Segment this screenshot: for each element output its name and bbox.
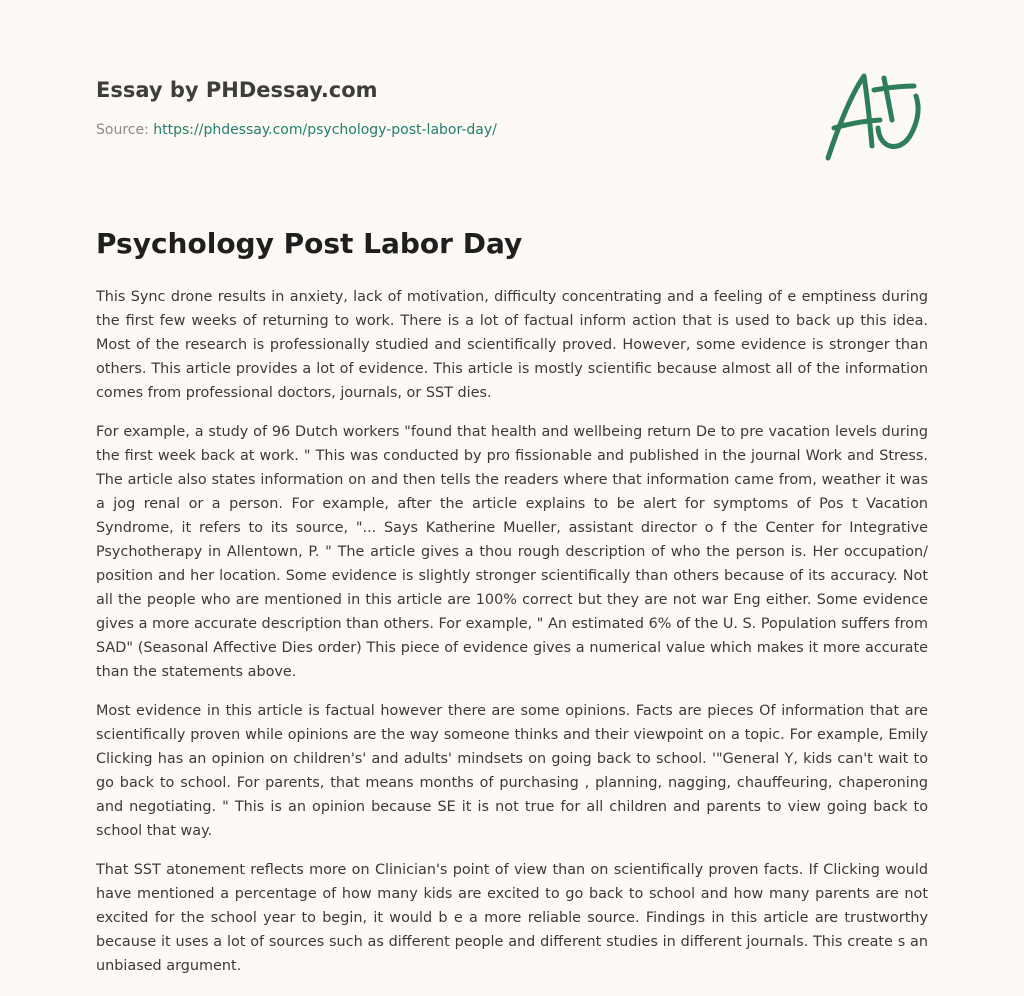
- page-header: [96, 76, 796, 140]
- a-plus-grade-icon: [820, 66, 930, 166]
- source-line: [96, 120, 796, 140]
- essay-paragraph: That SST atonement reflects more on Clinician's point of view than on scientifically proven facts. If Clicking would have mentioned a percentage of how many kids are excited to go back to school and how many parents are not excited for the school year to begin, it would b e a more reliable source. Findings in this article are trustworthy because it uses a lot of sources such as different people and different studies in different journals. This create s an unbiased argument.: [96, 862, 928, 974]
- essay-paragraph: This Sync drone results in anxiety, lack of motivation, difficulty concentrating and a feeling of e emptiness during the first few weeks of returning to work. There is a lot of factual inform action that is used to back up this idea. Most of the research is professionally studied and scientifically proved. However, some evidence is stronger than others. This article provides a lot of evidence. This article is mostly scientific because almost all of the information comes from professional doctors, journals, or SST dies.: [96, 289, 928, 401]
- source-label: Source:: [96, 122, 149, 138]
- site-brand: Essay by PHDessay.com: [96, 78, 378, 102]
- essay-title: Psychology Post Labor Day: [96, 227, 523, 260]
- source-link[interactable]: https://phdessay.com/psychology-post-labor-day/: [153, 122, 497, 138]
- essay-paragraph: Most evidence in this article is factual however there are some opinions. Facts are pieces Of information that are scientifically proven while opinions are the way someone thinks and their viewpoint on a topic. For example, Emily Clicking has an opinion on children's' and adults' mindsets on going back to school. '"General Y, kids can't wait to go back to school. For parents, that means months of purchasing , planning, nagging, chauffeuring, chaperoning and negotiating. " This is an opinion because SE it is not true for all children and parents to view going back to school that way.: [96, 703, 928, 839]
- essay-paragraph: For example, a study of 96 Dutch workers "found that health and wellbeing return De to pre vacation levels during the first week back at work. " This was conducted by pro fissionable and published in the journal Work and Stress. The article also states information on and then tells the readers where that information came from, weather it was a jog renal or a person. For example, after the article explains to be alert for symptoms of Pos t Vacation Syndrome, it refers to its source, "... Says Katherine Mueller, assistant director o f the Center for Integrative Psychotherapy in Allentown, P. " The article gives a thou rough description of who the person is. Her occupation/ position and her location. Some evidence is slightly stronger scientifically than others because of its accuracy. Not all the people who are mentioned in this article are 100% correct but they are not war Eng either. Some evidence gives a more accurate description than others. For example, " An estimated 6% of the U. S. Population suffers from SAD" (Seasonal Affective Dies order) This piece of evidence gives a numerical value which makes it more accurate than the statements above.: [96, 424, 928, 680]
- essay-body: [96, 285, 928, 993]
